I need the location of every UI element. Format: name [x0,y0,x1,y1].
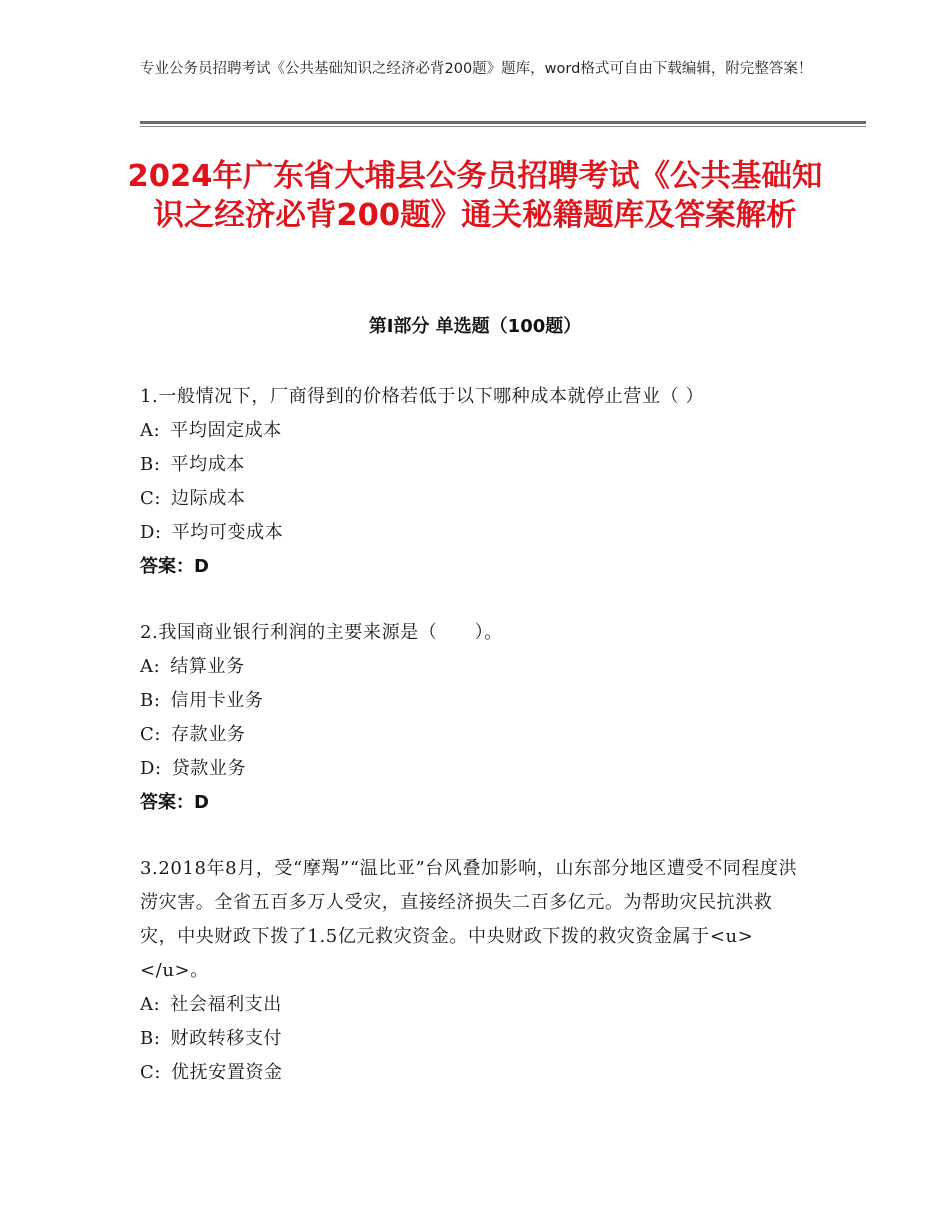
option-text: 平均可变成本 [171,522,284,543]
option-letter: A: [140,420,161,441]
option-c [140,482,800,516]
option-text: 财政转移支付 [170,1028,283,1049]
option-letter: D: [140,758,162,779]
option-b [140,448,800,482]
option-letter: D: [140,522,162,543]
option-text: 存款业务 [171,724,246,745]
option-b [140,684,800,718]
question-3 [140,852,800,1090]
document-title: 2024年广东省大埔县公务员招聘考试《公共基础知识之经济必背200题》通关秘籍题库及答案解析 [127,159,823,233]
option-letter: B: [140,690,161,711]
question-2 [140,616,800,820]
option-c [140,718,800,752]
option-text: 信用卡业务 [170,690,264,711]
option-letter: C: [140,488,162,509]
question-stem: 3.2018年8月，受“摩羯”“温比亚”台风叠加影响，山东部分地区遭受不同程度洪涝灾害。全省五百多万人受灾，直接经济损失二百多亿元。为帮助灾民抗洪救灾，中央财政下拨了1.5亿元救灾资金。中央财政下拨的救灾资金属于<u> </u>。 [140,858,798,981]
option-text: 边际成本 [171,488,246,509]
answer-line: 答案：D [140,556,209,577]
option-d [140,516,800,550]
option-a [140,650,800,684]
option-text: 贷款业务 [171,758,247,779]
answer-line: 答案：D [140,792,209,813]
option-d [140,752,800,786]
header-divider-thick [140,121,866,124]
option-text: 平均成本 [170,454,245,475]
option-letter: C: [140,1062,162,1083]
option-letter: C: [140,724,162,745]
option-a [140,988,800,1022]
question-list [140,380,800,1122]
question-1 [140,380,800,584]
option-text: 社会福利支出 [170,994,282,1015]
header-note: 专业公务员招聘考试《公共基础知识之经济必背200题》题库，word格式可自由下载编辑，附完整答案！ [140,61,813,77]
option-letter: B: [140,1028,161,1049]
option-c [140,1056,800,1090]
question-stem: 2.我国商业银行利润的主要来源是（ ）。 [140,622,503,643]
option-a [140,414,800,448]
option-letter: A: [140,994,161,1015]
question-stem: 1.一般情况下，厂商得到的价格若低于以下哪种成本就停止营业（ ） [140,386,705,407]
option-b [140,1022,800,1056]
header-divider-thin [140,126,866,127]
option-letter: B: [140,454,161,475]
option-text: 结算业务 [170,656,245,677]
option-text: 优抚安置资金 [171,1062,283,1083]
option-letter: A: [140,656,161,677]
option-text: 平均固定成本 [170,420,282,441]
section-title: 第Ⅰ部分 单选题（100题） [368,316,582,337]
